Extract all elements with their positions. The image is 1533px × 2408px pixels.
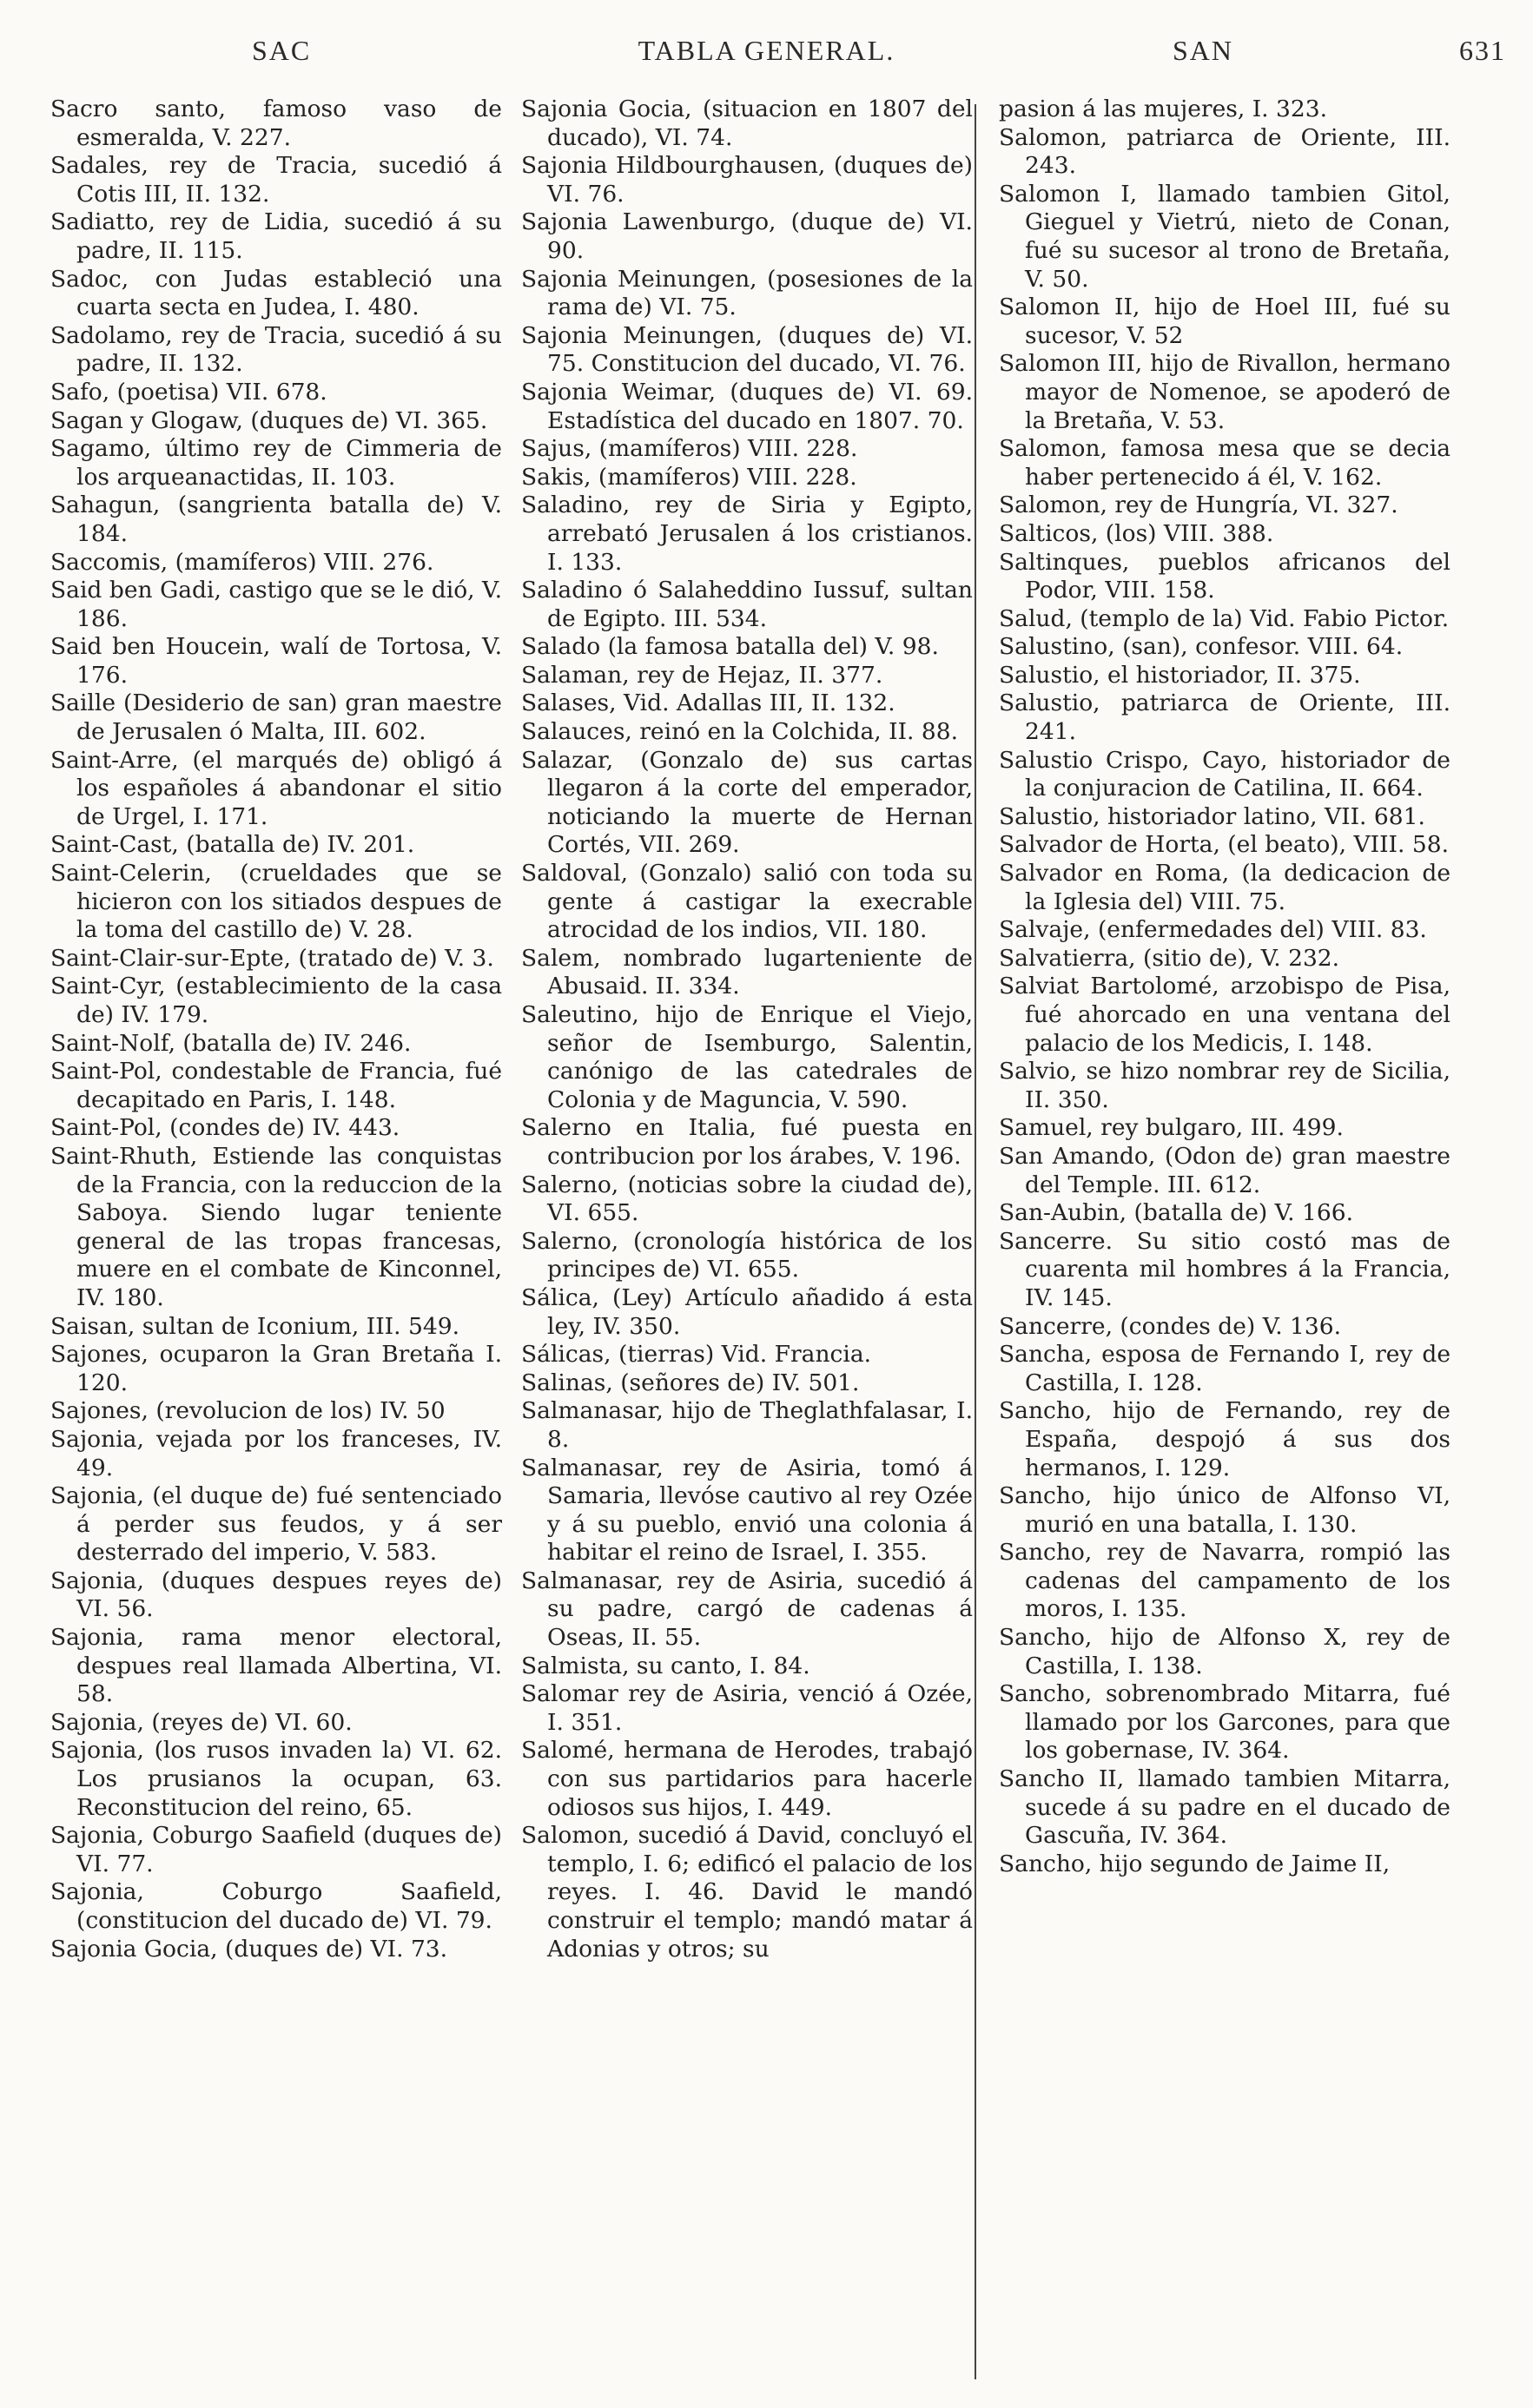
index-entry: Salvaje, (enfermedades del) VIII. 83. xyxy=(999,916,1427,944)
index-entry: Salustio, patriarca de Oriente, III. 241. xyxy=(999,689,1450,746)
index-entry: Salvador de Horta, (el beato), VIII. 58. xyxy=(999,831,1449,859)
index-column-3 xyxy=(999,96,1450,2388)
running-head-right: SAN xyxy=(1173,35,1234,66)
index-entry: Saint-Pol, condestable de Francia, fué decapitado en Paris, I. 148. xyxy=(50,1058,502,1113)
index-entry: Sajones, (revolucion de los) IV. 50 xyxy=(50,1397,446,1425)
index-entry: Sancha, esposa de Fernando I, rey de Castilla, I. 128. xyxy=(999,1341,1450,1396)
index-entry: Salerno, (noticias sobre la ciudad de), VI. 655. xyxy=(521,1171,973,1227)
index-entry: Salticos, (los) VIII. 388. xyxy=(999,519,1274,547)
index-entry: Salaman, rey de Hejaz, II. 377. xyxy=(521,661,883,689)
index-entry: Salustio, historiador latino, VII. 681. xyxy=(999,802,1425,830)
index-entry: Salmanasar, rey de Asiria, tomó á Samaria, llevóse cautivo al rey Ozée y á su pueblo, envió una colonia á habitar el reino de Israel, I. 355. xyxy=(521,1454,973,1567)
index-entry: Sajones, ocuparon la Gran Bretaña I. 120. xyxy=(50,1341,502,1396)
index-entry: Sagan y Glogaw, (duques de) VI. 365. xyxy=(50,406,488,434)
index-entry: Salomon I, llamado tambien Gitol, Gieguel y Vietrú, nieto de Conan, fué su sucesor al trono de Bretaña, V. 50. xyxy=(999,180,1450,293)
index-entry: Sahagun, (sangrienta batalla de) V. 184. xyxy=(50,491,502,547)
index-entry: Sacro santo, famoso vaso de esmeralda, V. 227. xyxy=(50,96,502,151)
index-entry: Saint-Rhuth, Estiende las conquistas de la Francia, con la reduccion de la Saboya. Siendo lugar teniente general de las tropas francesas, muere en el combate de Kinconnel, IV. 180. xyxy=(50,1142,502,1311)
index-entry: Salases, Vid. Adallas III, II. 132. xyxy=(521,689,895,717)
index-entry: Sajonia Meinungen, (duques de) VI. 75. Constitucion del ducado, VI. 76. xyxy=(521,321,973,378)
index-entry: Saladino, rey de Siria y Egipto, arrebató Jerusalen á los cristianos. I. 133. xyxy=(521,491,973,576)
index-entry: Salerno, (cronología histórica de los principes de) VI. 655. xyxy=(521,1227,973,1283)
index-entry: Sancho, hijo segundo de Jaime II, xyxy=(999,1850,1391,1877)
index-entry: Sajonia, Coburgo Saafield (duques de) VI. 77. xyxy=(50,1822,502,1877)
index-entry: Sancho, hijo de Fernando, rey de España, despojó á sus dos hermanos, I. 129. xyxy=(999,1397,1450,1481)
index-entry: Sálica, (Ley) Artículo añadido á esta ley, IV. 350. xyxy=(521,1283,973,1340)
index-entry: Sajonia Weimar, (duques de) VI. 69. Estadística del ducado en 1807. 70. xyxy=(521,378,973,434)
index-entry: Salvatierra, (sitio de), V. 232. xyxy=(999,944,1340,972)
running-head-left: SAC xyxy=(252,35,312,66)
index-entry: San-Aubin, (batalla de) V. 166. xyxy=(999,1199,1354,1227)
index-entry: Sajonia Meinungen, (posesiones de la rama de) VI. 75. xyxy=(521,265,973,321)
running-head-title: TABLA GENERAL. xyxy=(638,35,895,66)
index-entry: Saint-Cyr, (establecimiento de la casa de) IV. 179. xyxy=(50,973,502,1028)
index-entry: Safo, (poetisa) VII. 678. xyxy=(50,378,327,406)
index-column-1 xyxy=(50,96,502,2388)
index-entry: Sakis, (mamíferos) VIII. 228. xyxy=(521,463,857,491)
index-entry: Sajonia, (reyes de) VI. 60. xyxy=(50,1708,353,1736)
index-entry: Sajonia, Coburgo Saafield, (constitucion del ducado de) VI. 79. xyxy=(50,1878,502,1934)
index-entry: Sancerre, (condes de) V. 136. xyxy=(999,1312,1342,1340)
index-entry: Sadiatto, rey de Lidia, sucedió á su padre, II. 115. xyxy=(50,208,502,264)
index-entry: Saille (Desiderio de san) gran maestre de Jerusalen ó Malta, III. 602. xyxy=(50,689,502,746)
index-entry: Saint-Cast, (batalla de) IV. 201. xyxy=(50,831,415,859)
index-entry: Salauces, reinó en la Colchida, II. 88. xyxy=(521,718,959,746)
index-entry: Saladino ó Salaheddino Iussuf, sultan de Egipto. III. 534. xyxy=(521,577,973,632)
index-entry: Sancho, sobrenombrado Mitarra, fué llamado por los Garcones, para que los gobernase, IV. 364. xyxy=(999,1680,1450,1765)
index-entry: Salustio, el historiador, II. 375. xyxy=(999,661,1361,689)
index-entry: Sancho, rey de Navarra, rompió las cadenas del campamento de los moros, I. 135. xyxy=(999,1539,1450,1623)
index-entry: Saldoval, (Gonzalo) salió con toda su gente á castigar la execrable atrocidad de los indios, VII. 180. xyxy=(521,860,973,944)
index-entry: Sadoc, con Judas estableció una cuarta secta en Judea, I. 480. xyxy=(50,265,502,321)
index-entry: Salado (la famosa batalla del) V. 98. xyxy=(521,633,939,661)
index-entry: Sajonia Hildbourghausen, (duques de) VI. 76. xyxy=(521,152,973,208)
index-column-2 xyxy=(521,96,973,2388)
page-header xyxy=(0,35,1533,87)
index-entry: Salomon II, hijo de Hoel III, fué su sucesor, V. 52 xyxy=(999,294,1450,349)
index-entry: Said ben Gadi, castigo que se le dió, V. 186. xyxy=(50,577,502,632)
index-entry: Sajus, (mamíferos) VIII. 228. xyxy=(521,435,858,463)
index-entry: Salomé, hermana de Herodes, trabajó con sus partidarios para hacerle odiosos sus hijos, I. 449. xyxy=(521,1737,973,1821)
index-entry: Salomon, sucedió á David, concluyó el templo, I. 6; edificó el palacio de los reyes. I. 46. David le mandó construir el templo; mandó matar á Adonias y otros; su xyxy=(521,1822,973,1963)
index-entry: Saint-Arre, (el marqués de) obligó á los españoles á abandonar el sitio de Urgel, I. 171. xyxy=(50,746,502,830)
index-entry: pasion á las mujeres, I. 323. xyxy=(999,96,1328,122)
index-entry: Salomon, rey de Hungría, VI. 327. xyxy=(999,491,1398,519)
index-entry: Sajonia, vejada por los franceses, IV. 49. xyxy=(50,1425,502,1481)
index-entry: Salazar, (Gonzalo de) sus cartas llegaron á la corte del emperador, noticiando la muerte de Hernan Cortés, VII. 269. xyxy=(521,746,973,859)
index-entry: Sancho, hijo de Alfonso X, rey de Castilla, I. 138. xyxy=(999,1624,1450,1679)
index-entry: Salmanasar, hijo de Theglathfalasar, I. 8. xyxy=(521,1397,973,1453)
index-entry: Sajonia, (los rusos invaden la) VI. 62. Los prusianos la ocupan, 63. Reconstitucion del reino, 65. xyxy=(50,1737,502,1821)
index-entry: Salem, nombrado lugarteniente de Abusaid. II. 334. xyxy=(521,944,973,1000)
index-entry: Sagamo, último rey de Cimmeria de los arqueanactidas, II. 103. xyxy=(50,435,502,491)
index-entry: Salustio Crispo, Cayo, historiador de la conjuracion de Catilina, II. 664. xyxy=(999,746,1450,802)
index-entry: Sancerre. Su sitio costó mas de cuarenta mil hombres á la Francia, IV. 145. xyxy=(999,1227,1450,1311)
index-entry: Salinas, (señores de) IV. 501. xyxy=(521,1369,860,1396)
index-entry: Sadolamo, rey de Tracia, sucedió á su padre, II. 132. xyxy=(50,321,502,378)
index-entry: Salomon, famosa mesa que se decia haber pertenecido á él, V. 162. xyxy=(999,435,1450,491)
index-entry: Salerno en Italia, fué puesta en contribucion por los árabes, V. 196. xyxy=(521,1114,973,1170)
index-entry: Saisan, sultan de Iconium, III. 549. xyxy=(50,1312,459,1340)
index-entry: Salvador en Roma, (la dedicacion de la Iglesia del) VIII. 75. xyxy=(999,860,1450,915)
index-entry: Saltinques, pueblos africanos del Podor, VIII. 158. xyxy=(999,548,1450,604)
index-entry: Sajonia, rama menor electoral, despues real llamada Albertina, VI. 58. xyxy=(50,1624,502,1708)
index-entry: Salvio, se hizo nombrar rey de Sicilia, II. 350. xyxy=(999,1058,1450,1113)
index-entry: Salud, (templo de la) Vid. Fabio Pictor. xyxy=(999,604,1450,632)
index-entry: Sajonia, (el duque de) fué sentenciado á perder sus feudos, y á ser desterrado del imperio, V. 583. xyxy=(50,1482,502,1567)
index-entry: Sancho II, llamado tambien Mitarra, sucede á su padre en el ducado de Gascuña, IV. 364. xyxy=(999,1765,1450,1850)
index-entry: Said ben Houcein, walí de Tortosa, V. 176. xyxy=(50,633,502,689)
index-entry: Samuel, rey bulgaro, III. 499. xyxy=(999,1114,1344,1142)
column-divider xyxy=(975,104,976,2379)
index-entry: Sajonia Gocia, (situacion en 1807 del ducado), VI. 74. xyxy=(521,96,973,151)
index-entry: Salmanasar, rey de Asiria, sucedió á su padre, cargó de cadenas á Oseas, II. 55. xyxy=(521,1567,973,1652)
page-number: 631 xyxy=(1459,35,1506,66)
index-entry: Salustino, (san), confesor. VIII. 64. xyxy=(999,633,1404,661)
index-entry: Sajonia, (duques despues reyes de) VI. 56. xyxy=(50,1567,502,1623)
index-entry: Saint-Nolf, (batalla de) IV. 246. xyxy=(50,1029,412,1057)
index-entry: Sadales, rey de Tracia, sucedió á Cotis III, II. 132. xyxy=(50,152,502,208)
index-entry: Salomon III, hijo de Rivallon, hermano mayor de Nomenoe, se apoderó de la Bretaña, V. 53. xyxy=(999,350,1450,434)
index-entry: San Amando, (Odon de) gran maestre del Temple. III. 612. xyxy=(999,1142,1450,1198)
index-entry: Saint-Pol, (condes de) IV. 443. xyxy=(50,1114,400,1142)
index-entry: Saccomis, (mamíferos) VIII. 276. xyxy=(50,548,434,576)
index-entry: Sancho, hijo único de Alfonso VI, murió en una batalla, I. 130. xyxy=(999,1482,1450,1538)
index-entry: Saint-Clair-sur-Epte, (tratado de) V. 3. xyxy=(50,944,494,972)
index-entry: Sajonia Gocia, (duques de) VI. 73. xyxy=(50,1935,448,1963)
index-entry: Saleutino, hijo de Enrique el Viejo, señor de Isemburgo, Salentin, canónigo de las catedrales de Colonia y de Maguncia, V. 590. xyxy=(521,1001,973,1113)
index-entry: Saint-Celerin, (crueldades que se hicieron con los sitiados despues de la toma del castillo de) V. 28. xyxy=(50,860,502,944)
index-entry: Salviat Bartolomé, arzobispo de Pisa, fué ahorcado en una ventana del palacio de los Medicis, I. 148. xyxy=(999,973,1450,1057)
index-entry: Salomon, patriarca de Oriente, III. 243. xyxy=(999,123,1450,180)
index-entry: Salomar rey de Asiria, venció á Ozée, I. 351. xyxy=(521,1680,973,1736)
index-entry: Sajonia Lawenburgo, (duque de) VI. 90. xyxy=(521,208,973,264)
index-entry: Sálicas, (tierras) Vid. Francia. xyxy=(521,1341,872,1369)
index-entry: Salmista, su canto, I. 84. xyxy=(521,1652,810,1679)
